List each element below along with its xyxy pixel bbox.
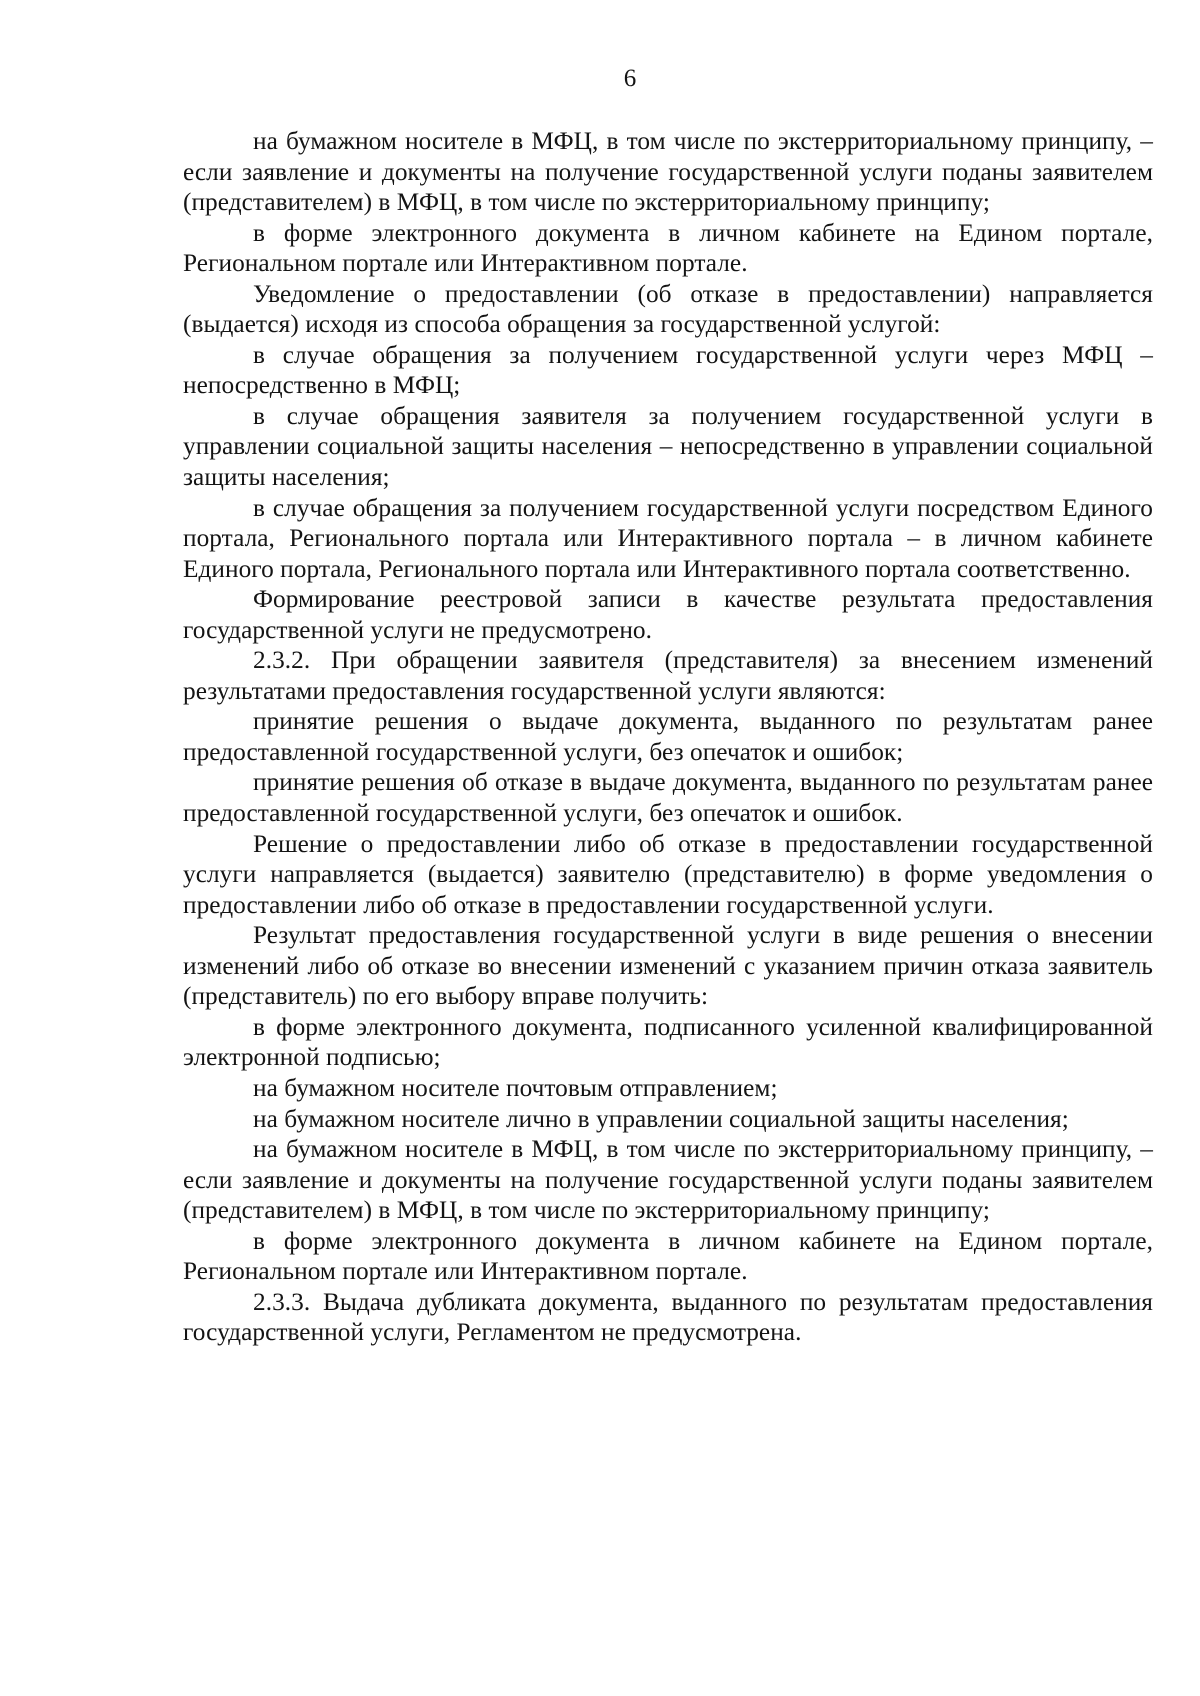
- paragraph: Уведомление о предоставлении (об отказе в предоставлении) направляется (выдается) исходя из способа обращения за государственной услугой:: [183, 279, 1153, 339]
- document-body: [183, 126, 1153, 1348]
- paragraph: Решение о предоставлении либо об отказе в предоставлении государственной услуги направляется (выдается) заявителю (представителю) в форме уведомления о предоставлении либо об отказе в предоставлении государственной услуги.: [183, 829, 1153, 919]
- paragraph: в форме электронного документа в личном кабинете на Едином портале, Региональном портале или Интерактивном портале.: [183, 218, 1153, 278]
- paragraph: на бумажном носителе в МФЦ, в том числе по экстерриториальному принципу, – если заявление и документы на получение государственной услуги поданы заявителем (представителем) в МФЦ, в том числе по экстерриториальному принципу;: [183, 127, 1153, 217]
- paragraph: на бумажном носителе в МФЦ, в том числе по экстерриториальному принципу, – если заявление и документы на получение государственной услуги поданы заявителем (представителем) в МФЦ, в том числе по экстерриториальному принципу;: [183, 1135, 1153, 1225]
- paragraph: принятие решения о выдаче документа, выданного по результатам ранее предоставленной государственной услуги, без опечаток и ошибок;: [183, 707, 1153, 766]
- paragraph: в случае обращения за получением государственной услуги через МФЦ – непосредственно в МФЦ;: [183, 340, 1153, 400]
- paragraph: в форме электронного документа, подписанного усиленной квалифицированной электронной подписью;: [183, 1012, 1153, 1072]
- section-paragraph-2-3-2: 2.3.2. При обращении заявителя (представителя) за внесением изменений результатами предоставления государственной услуги являются:: [183, 646, 1153, 705]
- section-paragraph-2-3-3: 2.3.3. Выдача дубликата документа, выданного по результатам предоставления государственной услуги, Регламентом не предусмотрена.: [183, 1287, 1153, 1347]
- page-number-text: 6: [623, 65, 637, 92]
- paragraph: в случае обращения заявителя за получением государственной услуги в управлении социальной защиты населения – непосредственно в управлении социальной защиты населения;: [183, 401, 1153, 492]
- paragraph: Результат предоставления государственной услуги в виде решения о внесении изменений либо об отказе во внесении изменений с указанием причин отказа заявитель (представитель) по его выбору вправе получить:: [183, 921, 1153, 1011]
- paragraph: в случае обращения за получением государственной услуги посредством Единого портала, Регионального портала или Интерактивного портала – в личном кабинете Единого портала, Регионального портала или Интерактивного портала соответственно.: [183, 493, 1153, 583]
- paragraph: Формирование реестровой записи в качестве результата предоставления государственной услуги не предусмотрено.: [183, 585, 1153, 644]
- paragraph: принятие решения об отказе в выдаче документа, выданного по результатам ранее предоставленной государственной услуги, без опечаток и ошибок.: [183, 768, 1153, 828]
- paragraph: на бумажном носителе почтовым отправлением;: [253, 1073, 778, 1102]
- paragraph: в форме электронного документа в личном кабинете на Едином портале, Региональном портале или Интерактивном портале.: [183, 1226, 1153, 1286]
- paragraph: на бумажном носителе лично в управлении социальной защиты населения;: [253, 1104, 1069, 1133]
- page-number: [0, 64, 1200, 94]
